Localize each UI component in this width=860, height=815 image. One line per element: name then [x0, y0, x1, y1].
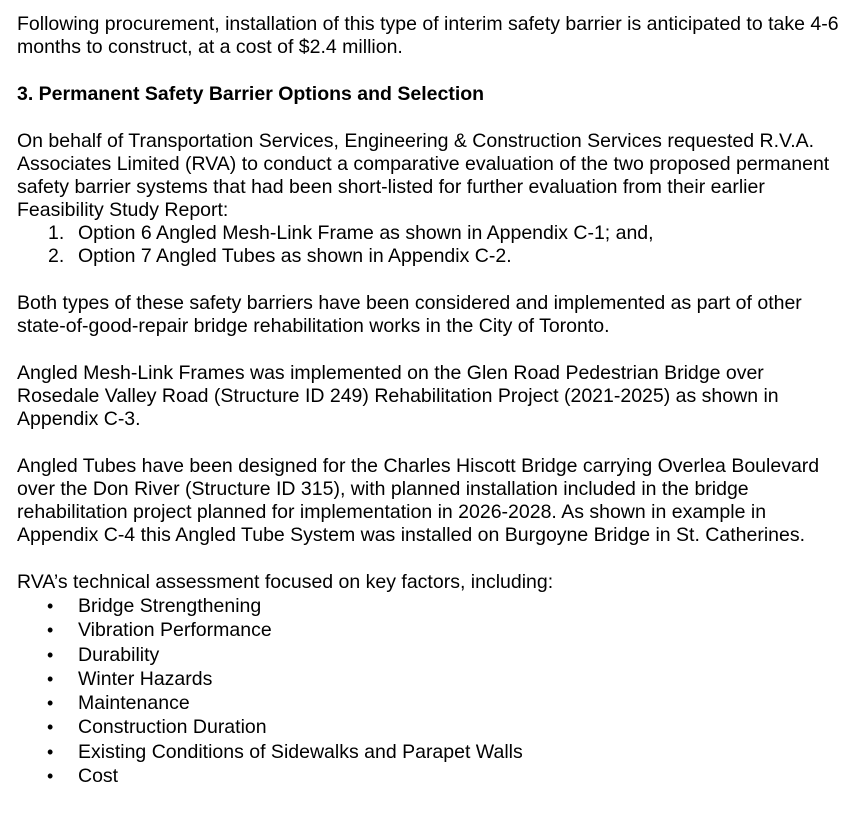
factors-list-item	[17, 764, 847, 788]
factor-text: Maintenance	[78, 692, 190, 715]
section-heading: 3. Permanent Safety Barrier Options and Selection	[17, 83, 485, 105]
option-text: Option 6 Angled Mesh-Link Frame as shown in Appendix C-1; and,	[78, 222, 654, 244]
both-types-paragraph: Both types of these safety barriers have been considered and implemented as part of other state-of-good-repair bridge rehabilitation works in the City of Toronto.	[17, 292, 802, 337]
options-list	[17, 222, 847, 268]
factor-text: Bridge Strengthening	[78, 595, 262, 617]
factors-list	[17, 594, 847, 788]
factors-list-item	[17, 643, 847, 667]
bullet-icon: •	[47, 766, 54, 787]
paragraph-spacer	[17, 431, 847, 455]
bullet-icon: •	[47, 644, 54, 665]
factor-text: Existing Conditions of Sidewalks and Parapet Walls	[78, 740, 523, 763]
options-list-item	[17, 222, 847, 245]
factors-list-item	[17, 691, 847, 715]
factor-text: Vibration Performance	[78, 619, 272, 642]
bullet-icon: •	[47, 668, 54, 689]
paragraph-spacer	[17, 59, 847, 83]
intro-paragraph: Following procurement, installation of this type of interim safety barrier is anticipated to take 4-6 months to construct, at a cost of $2.4 million.	[17, 13, 839, 58]
options-list-item	[17, 245, 847, 268]
factors-list-item	[17, 618, 847, 642]
mesh-link-paragraph: Angled Mesh-Link Frames was implemented on the Glen Road Pedestrian Bridge over Rosedale Valley Road (Structure ID 249) Rehabilitation Project (2021-2025) as shown in Appendix C-3.	[17, 362, 779, 430]
tubes-paragraph: Angled Tubes have been designed for the Charles Hiscott Bridge carrying Overlea Boulevard over the Don River (Structure ID 315), with planned installation included in the bridge rehabilitation project planned for implementation in 2026-2028. As shown in example in Appendix C-4 this Angled Tube System was installed on Burgoyne Bridge in St. Catherines.	[17, 455, 820, 546]
bullet-icon: •	[47, 596, 54, 616]
document-body	[17, 13, 847, 788]
list-number: 2.	[48, 245, 65, 267]
factor-text: Durability	[78, 643, 160, 666]
bullet-icon: •	[47, 717, 54, 738]
paragraph-spacer	[17, 547, 847, 571]
factors-list-item	[17, 594, 847, 618]
factor-text: Cost	[78, 765, 119, 788]
paragraph-spacer	[17, 338, 847, 362]
bullet-icon: •	[47, 693, 54, 714]
bullet-icon: •	[47, 620, 54, 641]
factors-list-item	[17, 740, 847, 764]
request-paragraph: On behalf of Transportation Services, Engineering & Construction Services requested R.V.A. Associates Limited (RVA) to conduct a comparative evaluation of the two proposed permanent safety barrier systems that had been short-listed for further evaluation from their earlier Feasibility Study Report:	[17, 130, 830, 221]
factor-text: Construction Duration	[78, 716, 267, 739]
factors-list-item	[17, 667, 847, 691]
factors-list-item	[17, 715, 847, 739]
list-number: 1.	[48, 222, 65, 244]
paragraph-spacer	[17, 268, 847, 292]
bullet-icon: •	[47, 741, 54, 762]
paragraph-spacer	[17, 106, 847, 130]
factor-text: Winter Hazards	[78, 667, 213, 690]
assessment-paragraph: RVA’s technical assessment focused on key factors, including:	[17, 571, 554, 593]
option-text: Option 7 Angled Tubes as shown in Appendix C-2.	[78, 245, 512, 267]
